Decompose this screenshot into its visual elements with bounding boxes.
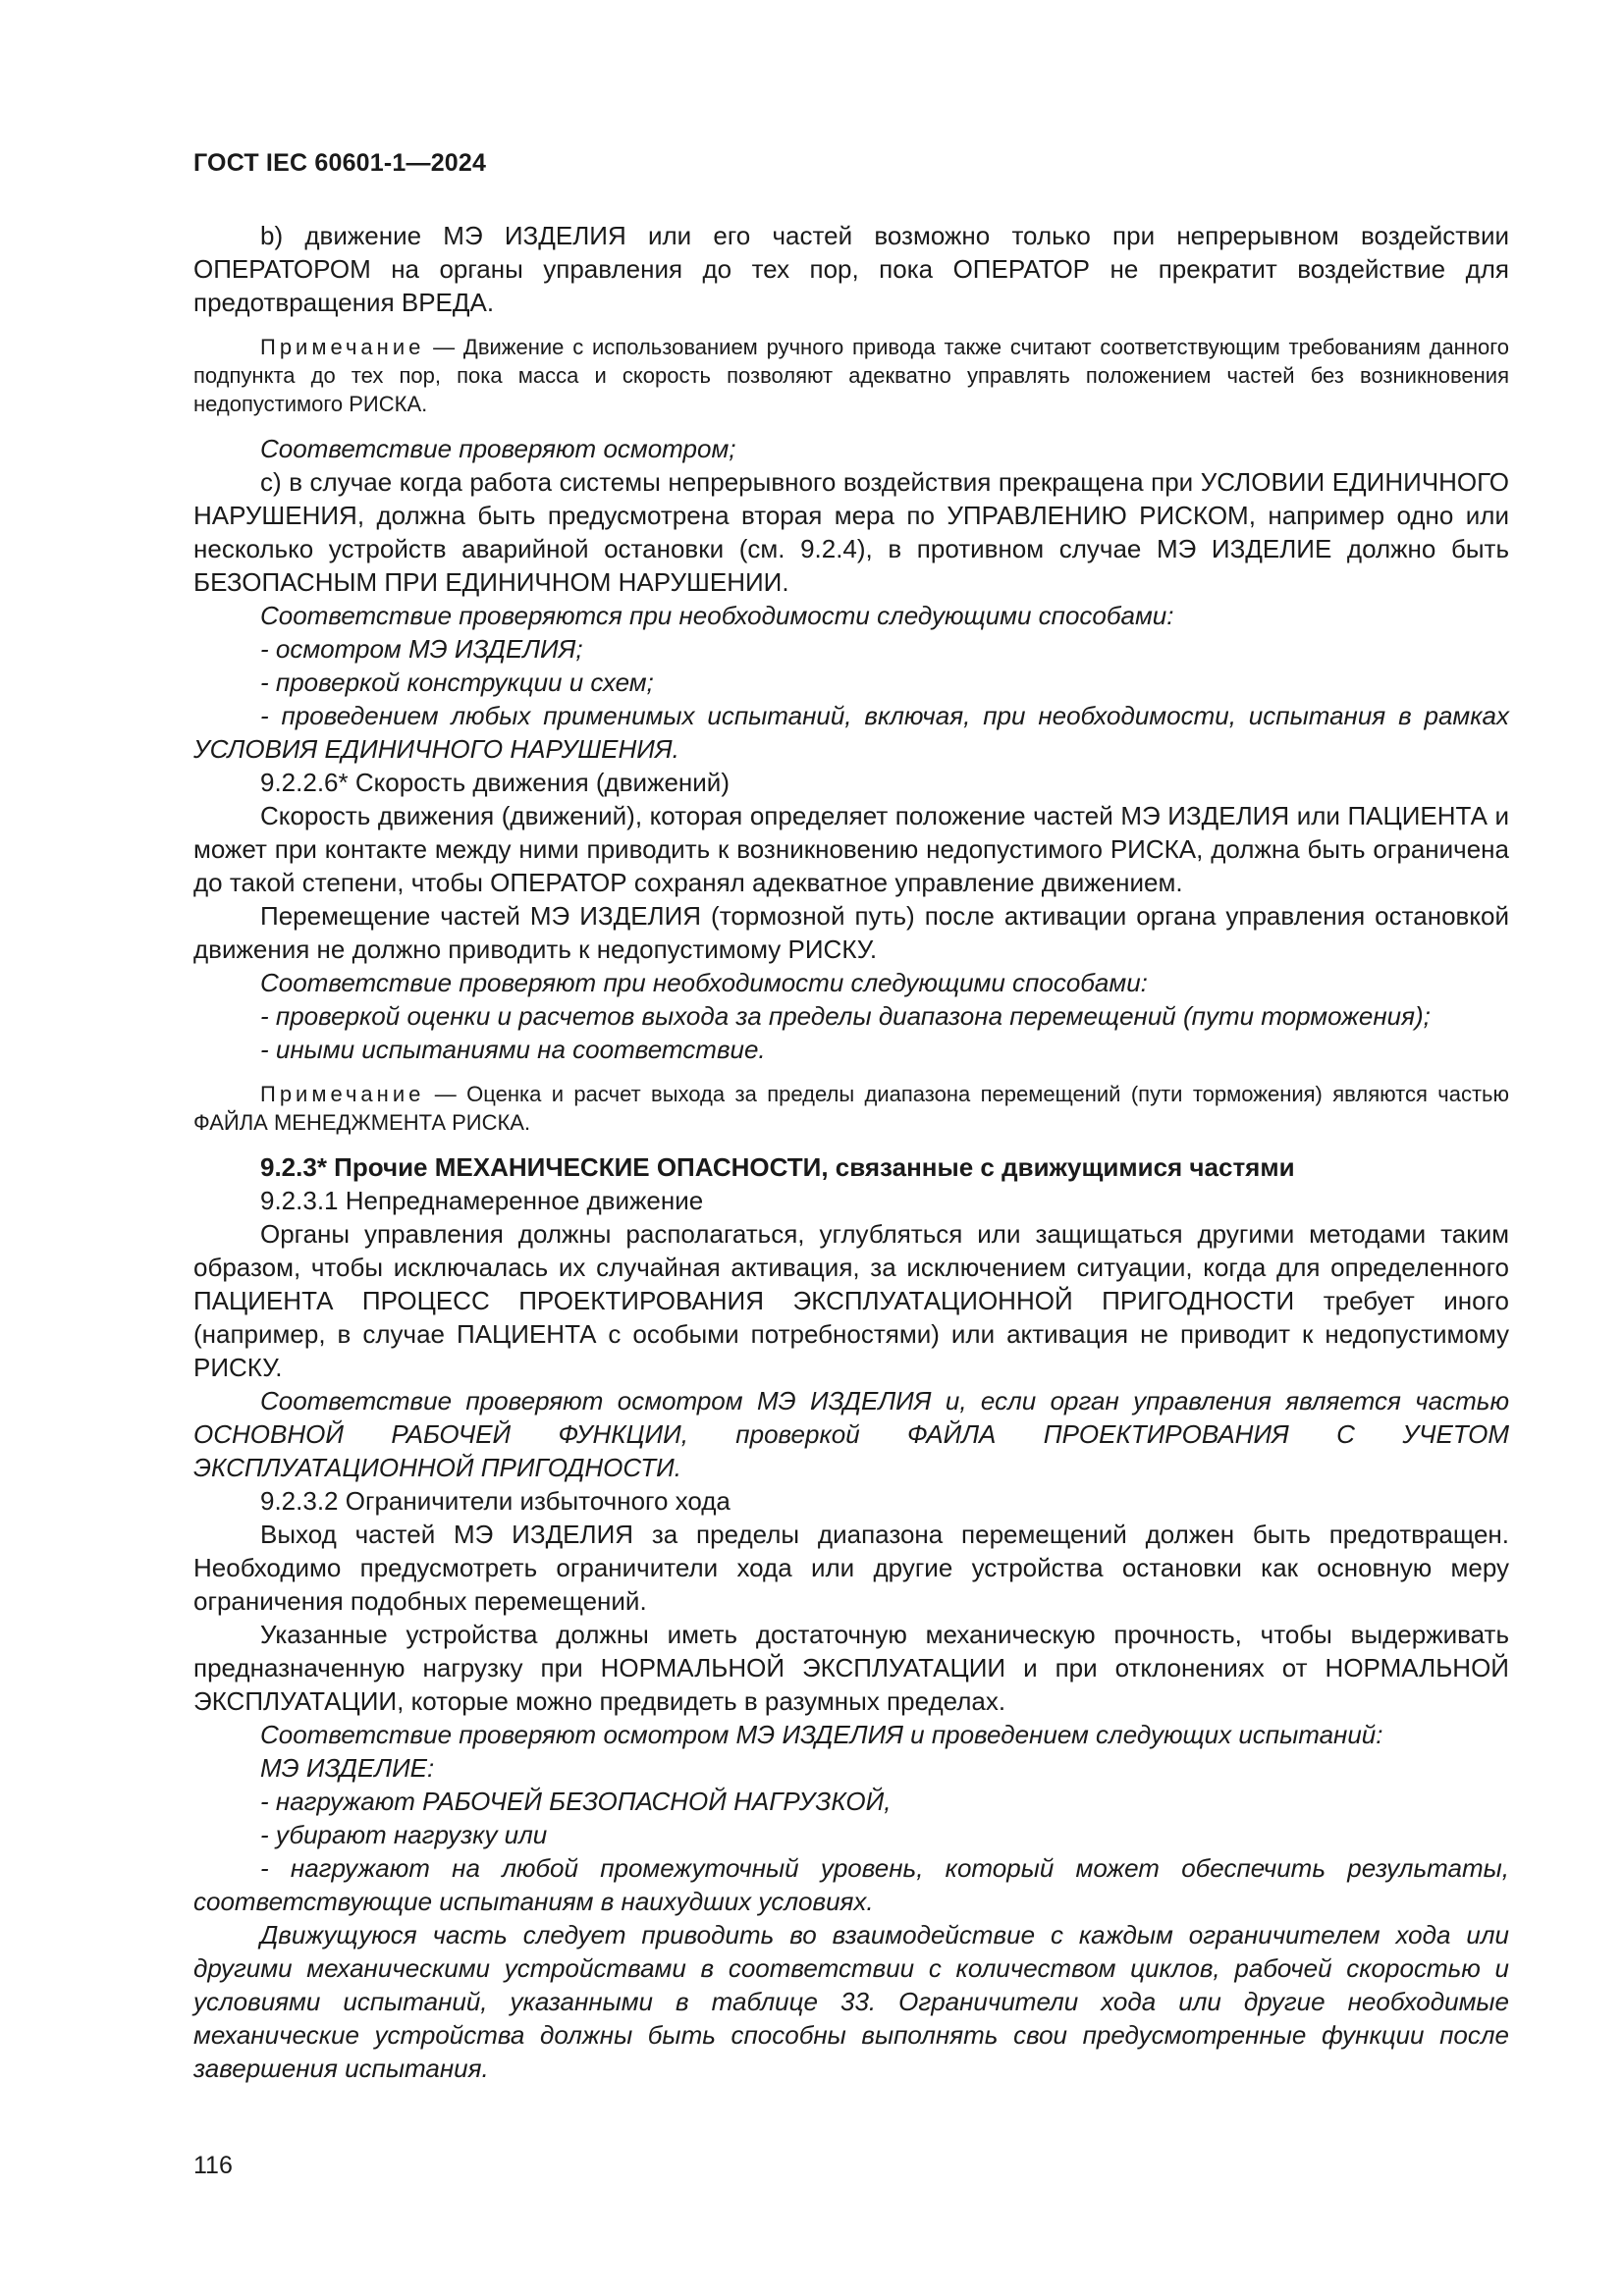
compliance-5-item-2: - убирают нагрузку или (260, 1820, 548, 1849)
section-9-2-2-6-heading: 9.2.2.6* Скорость движения (движений) (260, 768, 730, 797)
compliance-3: Соответствие проверяют при необходимости следующими способами: (260, 968, 1148, 997)
note-1-label: Примечание (260, 335, 425, 359)
compliance-3-item-1: - проверкой оценки и расчетов выхода за пределы диапазона перемещений (пути торможения); (260, 1001, 1431, 1031)
paragraph-braking: Перемещение частей МЭ ИЗДЕЛИЯ (тормозной путь) после активации органа управления остановкой движения не должно приводить к недопустимому РИСКУ. (193, 901, 1509, 964)
compliance-1: Соответствие проверяют осмотром; (260, 434, 736, 463)
paragraph-strength: Указанные устройства должны иметь достаточную механическую прочность, чтобы выдерживать предназначенную нагрузку при НОРМАЛЬНОЙ ЭКСПЛУАТАЦИИ и при отклонениях от НОРМАЛЬНОЙ ЭКСПЛУАТАЦИИ, которые можно предвидеть в разумных пределах. (193, 1620, 1509, 1716)
note-2-text: — Оценка и расчет выхода за пределы диапазона перемещений (пути торможения) являются частью ФАЙЛА МЕНЕДЖМЕНТА РИСКА. (193, 1082, 1509, 1135)
compliance-5-item-3: - нагружают на любой промежуточный уровень, который может обеспечить результаты, соответствующие испытаниям в наихудших условиях. (193, 1853, 1509, 1916)
compliance-4: Соответствие проверяют осмотром МЭ ИЗДЕЛИЯ и, если орган управления является частью ОСНОВНОЙ РАБОЧЕЙ ФУНКЦИИ, проверкой ФАЙЛА ПРОЕКТИРОВАНИЯ С УЧЕТОМ ЭКСПЛУАТАЦИОННОЙ ПРИГОДНОСТИ. (193, 1386, 1509, 1482)
paragraph-controls: Органы управления должны располагаться, углубляться или защищаться другими методами таким образом, чтобы исключалась их случайная активация, за исключением ситуации, когда для определенного ПАЦИЕНТА ПРОЦЕСС ПРОЕКТИРОВАНИЯ ЭКСПЛУАТАЦИОННОЙ ПРИГОДНОСТИ требует иного (например, в случае ПАЦИЕНТА с особыми потребностями) или активация не приводит к недопустимому РИСКУ. (193, 1219, 1509, 1382)
section-9-2-3-heading: 9.2.3* Прочие МЕХАНИЧЕСКИЕ ОПАСНОСТИ, связанные с движущимися частями (260, 1152, 1295, 1182)
compliance-6: Движущуюся часть следует приводить во взаимодействие с каждым ограничителем хода или другими механическими устройствами в соответствии с количеством циклов, рабочей скоростью и условиями испытаний, указанными в таблице 33. Ограничители хода или другие необходимые механические устройства должны быть способны выполнять свои предусмотренные функции после завершения испытания. (193, 1920, 1509, 2083)
compliance-5: Соответствие проверяют осмотром МЭ ИЗДЕЛИЯ и проведением следующих испытаний: (260, 1720, 1383, 1749)
paragraph-overtravel: Выход частей МЭ ИЗДЕЛИЯ за пределы диапазона перемещений должен быть предотвращен. Необходимо предусмотреть ограничители хода или другие устройства остановки как основную меру ограничения подобных перемещений. (193, 1520, 1509, 1616)
page-header-standard: ГОСТ IEC 60601-1—2024 (193, 149, 487, 177)
note-1 (193, 333, 1509, 418)
page-number: 116 (193, 2152, 233, 2179)
section-9-2-3-1-heading: 9.2.3.1 Непреднамеренное движение (260, 1186, 704, 1215)
section-9-2-3-2-heading: 9.2.3.2 Ограничители избыточного хода (260, 1486, 731, 1516)
paragraph-speed: Скорость движения (движений), которая определяет положение частей МЭ ИЗДЕЛИЯ или ПАЦИЕНТА и может при контакте между ними приводить к возникновению недопустимого РИСКА, должна быть ограничена до такой степени, чтобы ОПЕРАТОР сохранял адекватное управление движением. (193, 801, 1509, 897)
note-2-label: Примечание (260, 1082, 425, 1106)
compliance-5-item-1: - нагружают РАБОЧЕЙ БЕЗОПАСНОЙ НАГРУЗКОЙ, (260, 1787, 892, 1816)
paragraph-b: b) движение МЭ ИЗДЕЛИЯ или его частей возможно только при непрерывном воздействии ОПЕРАТОРОМ на органы управления до тех пор, пока ОПЕРАТОР не прекратит воздействие для предотвращения ВРЕДА. (193, 221, 1509, 317)
note-2 (193, 1080, 1509, 1137)
compliance-5-subject: МЭ ИЗДЕЛИЕ: (260, 1753, 435, 1783)
compliance-2-item-1: - осмотром МЭ ИЗДЕЛИЯ; (260, 634, 583, 664)
compliance-2-item-2: - проверкой конструкции и схем; (260, 667, 654, 697)
compliance-2-item-3: - проведением любых применимых испытаний, включая, при необходимости, испытания в рамках УСЛОВИЯ ЕДИНИЧНОГО НАРУШЕНИЯ. (193, 701, 1509, 764)
note-1-text: — Движение с использованием ручного привода также считают соответствующим требованиям данного подпункта до тех пор, пока масса и скорость позволяют адекватно управлять положением частей без возникновения недопустимого РИСКА. (193, 335, 1509, 416)
compliance-2: Соответствие проверяются при необходимости следующими способами: (260, 601, 1174, 630)
compliance-3-item-2: - иными испытаниями на соответствие. (260, 1035, 766, 1064)
paragraph-c: c) в случае когда работа системы непрерывного воздействия прекращена при УСЛОВИИ ЕДИНИЧНОГО НАРУШЕНИЯ, должна быть предусмотрена вторая мера по УПРАВЛЕНИЮ РИСКОМ, например одно или несколько устройств аварийной остановки (см. 9.2.4), в противном случае МЭ ИЗДЕЛИЕ должно быть БЕЗОПАСНЫМ ПРИ ЕДИНИЧНОМ НАРУШЕНИИ. (193, 467, 1509, 597)
document-body (193, 219, 1509, 2085)
